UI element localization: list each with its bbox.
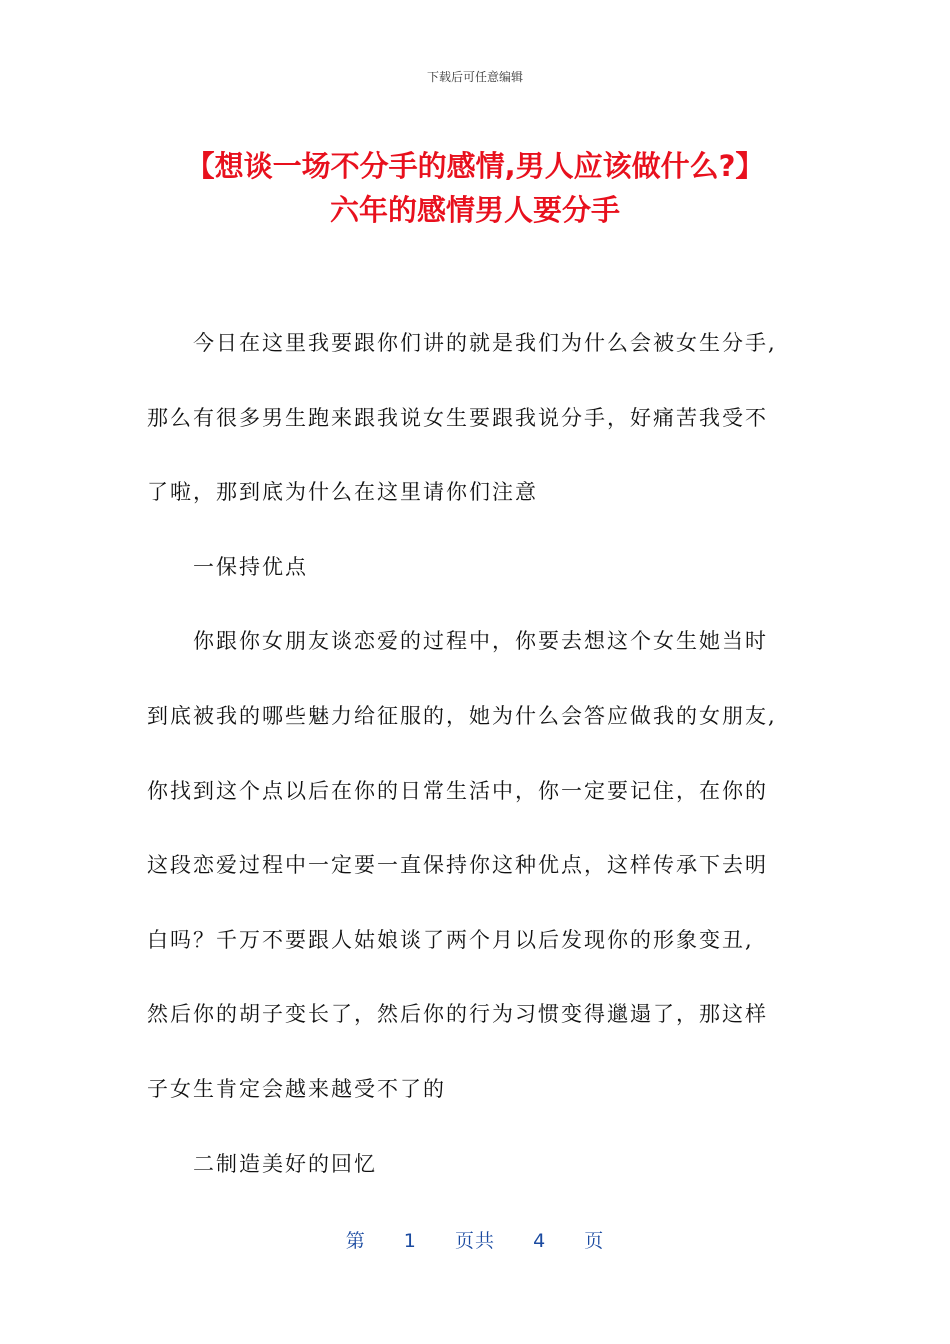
title-line-2: 六年的感情男人要分手 — [329, 193, 620, 227]
footer-prefix: 第 — [345, 1230, 366, 1252]
body-line: 白吗？千万不要跟人姑娘谈了两个月以后发现你的形象变丑, — [147, 927, 754, 952]
section-heading: 一保持优点 — [193, 554, 308, 579]
body-line: 你跟你女朋友谈恋爱的过程中，你要去想这个女生她当时 — [193, 629, 768, 654]
title-line-1: 【想谈一场不分手的感情,男人应该做什么?】 — [185, 149, 765, 183]
body-line: 了啦，那到底为什么在这里请你们注意 — [147, 480, 538, 505]
total-pages: 4 — [533, 1230, 547, 1252]
body-line: 子女生肯定会越来越受不了的 — [147, 1076, 446, 1101]
document-title — [60, 144, 890, 232]
body-line: 然后你的胡子变长了，然后你的行为习惯变得邋遢了，那这样 — [147, 1002, 768, 1027]
current-page-number: 1 — [403, 1230, 417, 1252]
footer-middle: 页共 — [454, 1230, 495, 1252]
section-heading: 二制造美好的回忆 — [193, 1151, 377, 1176]
body-line: 到底被我的哪些魅力给征服的，她为什么会答应做我的女朋友, — [147, 703, 777, 728]
header-note: 下载后可任意编辑 — [426, 70, 523, 84]
body-line: 今日在这里我要跟你们讲的就是我们为什么会被女生分手, — [193, 331, 777, 355]
body-line: 这段恋爱过程中一定要一直保持你这种优点，这样传承下去明 — [147, 853, 768, 878]
document-body — [147, 322, 812, 1217]
body-line: 你找到这个点以后在你的日常生活中，你一定要记住，在你的 — [147, 778, 768, 803]
footer-suffix: 页 — [584, 1230, 605, 1252]
page-footer — [0, 1226, 950, 1253]
body-line: 那么有很多男生跑来跟我说女生要跟我说分手，好痛苦我受不 — [147, 405, 768, 430]
